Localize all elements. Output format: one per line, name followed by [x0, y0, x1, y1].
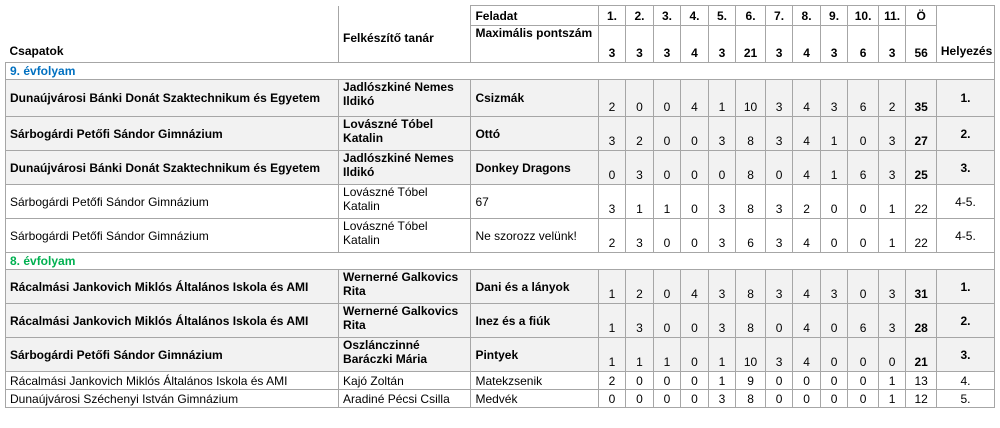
- total-score: 27: [906, 117, 937, 151]
- task-score: 0: [848, 219, 879, 253]
- teacher-name: Lovászné Tóbel Katalin: [339, 117, 471, 151]
- task-score: 4: [793, 219, 821, 253]
- task-score: 10: [736, 80, 766, 117]
- total-score: 35: [906, 80, 937, 117]
- task-score: 0: [653, 270, 681, 304]
- placement: 1.: [936, 270, 994, 304]
- max-points: 3: [653, 26, 681, 63]
- task-number: 7.: [765, 6, 793, 26]
- task-score: 0: [653, 219, 681, 253]
- school-name: Sárbogárdi Petőfi Sándor Gimnázium: [6, 185, 339, 219]
- task-score: 0: [820, 338, 848, 372]
- task-score: 9: [736, 372, 766, 390]
- total-score: 25: [906, 151, 937, 185]
- task-score: 0: [681, 185, 709, 219]
- task-score: 3: [765, 185, 793, 219]
- school-name: Sárbogárdi Petőfi Sándor Gimnázium: [6, 338, 339, 372]
- school-name: Dunaújvárosi Bánki Donát Szaktechnikum és Egyetem: [6, 151, 339, 185]
- task-score: 0: [820, 372, 848, 390]
- placement: 3.: [936, 338, 994, 372]
- table-row: [6, 270, 995, 304]
- school-name: Rácalmási Jankovich Miklós Általános Iskola és AMI: [6, 372, 339, 390]
- task-score: 3: [708, 219, 736, 253]
- task-score: 2: [598, 219, 626, 253]
- task-score: 1: [653, 338, 681, 372]
- school-name: Dunaújvárosi Bánki Donát Szaktechnikum és Egyetem: [6, 80, 339, 117]
- team-name: Dani és a lányok: [471, 270, 598, 304]
- task-score: 3: [708, 117, 736, 151]
- teacher-name: Jadlószkiné Nemes Ildikó: [339, 151, 471, 185]
- task-score: 2: [793, 185, 821, 219]
- task-number: 8.: [793, 6, 821, 26]
- teacher-name: Wernerné Galkovics Rita: [339, 270, 471, 304]
- task-score: 8: [736, 185, 766, 219]
- task-score: 1: [820, 151, 848, 185]
- task-score: 3: [765, 270, 793, 304]
- task-score: 3: [765, 219, 793, 253]
- task-score: 0: [653, 372, 681, 390]
- task-score: 1: [878, 390, 906, 408]
- task-score: 0: [681, 390, 709, 408]
- task-score: 2: [878, 80, 906, 117]
- task-score: 4: [793, 117, 821, 151]
- team-name: Donkey Dragons: [471, 151, 598, 185]
- task-score: 1: [708, 80, 736, 117]
- task-score: 0: [681, 219, 709, 253]
- section-filler: [936, 63, 994, 80]
- task-score: 6: [848, 151, 879, 185]
- team-name: Pintyek: [471, 338, 598, 372]
- table-row: [6, 151, 995, 185]
- school-name: Sárbogárdi Petőfi Sándor Gimnázium: [6, 117, 339, 151]
- task-score: 2: [598, 372, 626, 390]
- task-score: 1: [878, 372, 906, 390]
- school-name: Sárbogárdi Petőfi Sándor Gimnázium: [6, 219, 339, 253]
- task-score: 0: [820, 304, 848, 338]
- task-score: 0: [765, 372, 793, 390]
- task-score: 3: [878, 304, 906, 338]
- results-table: [5, 5, 995, 408]
- task-score: 0: [820, 219, 848, 253]
- task-score: 8: [736, 117, 766, 151]
- max-points: 3: [598, 26, 626, 63]
- task-score: 6: [848, 304, 879, 338]
- max-points: 4: [793, 26, 821, 63]
- team-name: Inez és a fiúk: [471, 304, 598, 338]
- task-score: 1: [708, 372, 736, 390]
- table-row: [6, 372, 995, 390]
- task-score: 4: [793, 270, 821, 304]
- task-score: 1: [598, 270, 626, 304]
- task-score: 0: [598, 390, 626, 408]
- task-score: 6: [848, 80, 879, 117]
- team-name: Ne szorozz velünk!: [471, 219, 598, 253]
- task-score: 3: [626, 151, 654, 185]
- task-score: 0: [681, 372, 709, 390]
- task-number: 1.: [598, 6, 626, 26]
- placement: 4.: [936, 372, 994, 390]
- task-score: 0: [793, 390, 821, 408]
- teacher-name: Oszlánczinné Baráczki Mária: [339, 338, 471, 372]
- max-points: 3: [626, 26, 654, 63]
- task-score: 0: [848, 185, 879, 219]
- task-score: 0: [820, 390, 848, 408]
- task-score: 4: [681, 80, 709, 117]
- task-score: 8: [736, 270, 766, 304]
- team-name: Matekzsenik: [471, 372, 598, 390]
- task-number: 4.: [681, 6, 709, 26]
- task-score: 0: [626, 80, 654, 117]
- placement: 5.: [936, 390, 994, 408]
- task-number: 6.: [736, 6, 766, 26]
- task-score: 0: [626, 390, 654, 408]
- max-points: 4: [681, 26, 709, 63]
- placement: 2.: [936, 304, 994, 338]
- task-score: 1: [878, 219, 906, 253]
- task-score: 3: [708, 390, 736, 408]
- task-score: 1: [653, 185, 681, 219]
- table-row: [6, 80, 995, 117]
- task-number: 11.: [878, 6, 906, 26]
- task-score: 3: [878, 270, 906, 304]
- task-score: 8: [736, 390, 766, 408]
- task-score: 1: [708, 338, 736, 372]
- teacher-name: Wernerné Galkovics Rita: [339, 304, 471, 338]
- task-score: 2: [598, 80, 626, 117]
- task-score: 0: [765, 390, 793, 408]
- table-row: [6, 117, 995, 151]
- table-row: [6, 338, 995, 372]
- team-name: 67: [471, 185, 598, 219]
- task-score: 0: [820, 185, 848, 219]
- task-score: 1: [820, 117, 848, 151]
- task-score: 0: [681, 151, 709, 185]
- total-score: 13: [906, 372, 937, 390]
- team-name: Medvék: [471, 390, 598, 408]
- max-points: 6: [848, 26, 879, 63]
- task-score: 3: [820, 80, 848, 117]
- task-score: 3: [626, 304, 654, 338]
- task-score: 2: [626, 270, 654, 304]
- max-points: 3: [820, 26, 848, 63]
- task-score: 3: [598, 185, 626, 219]
- teacher-name: Kajó Zoltán: [339, 372, 471, 390]
- task-score: 4: [793, 304, 821, 338]
- max-points: 3: [878, 26, 906, 63]
- task-number: 5.: [708, 6, 736, 26]
- table-row: [6, 304, 995, 338]
- task-score: 4: [681, 270, 709, 304]
- task-score: 0: [848, 270, 879, 304]
- teacher-header: Felkészítő tanár: [339, 6, 471, 63]
- total-score: 28: [906, 304, 937, 338]
- task-score: 10: [736, 338, 766, 372]
- task-score: 3: [878, 151, 906, 185]
- task-score: 6: [736, 219, 766, 253]
- task-number: 2.: [626, 6, 654, 26]
- task-score: 8: [736, 151, 766, 185]
- task-score: 0: [653, 151, 681, 185]
- task-score: 0: [653, 80, 681, 117]
- task-score: 1: [598, 338, 626, 372]
- teacher-name: Jadlószkiné Nemes Ildikó: [339, 80, 471, 117]
- total-score: 22: [906, 185, 937, 219]
- task-header: Feladat: [471, 6, 598, 26]
- task-score: 1: [626, 185, 654, 219]
- task-score: 0: [765, 151, 793, 185]
- task-score: 8: [736, 304, 766, 338]
- placement: 2.: [936, 117, 994, 151]
- task-score: 0: [848, 117, 879, 151]
- placement: 1.: [936, 80, 994, 117]
- placement: 4-5.: [936, 185, 994, 219]
- task-score: 4: [793, 80, 821, 117]
- task-score: 0: [793, 372, 821, 390]
- teacher-name: Aradiné Pécsi Csilla: [339, 390, 471, 408]
- task-score: 1: [598, 304, 626, 338]
- task-score: 0: [681, 338, 709, 372]
- task-score: 3: [765, 338, 793, 372]
- table-row: [6, 390, 995, 408]
- teacher-name: Lovászné Tóbel Katalin: [339, 185, 471, 219]
- task-score: 0: [653, 304, 681, 338]
- task-score: 0: [765, 304, 793, 338]
- task-score: 3: [598, 117, 626, 151]
- task-score: 1: [626, 338, 654, 372]
- max-points: 21: [736, 26, 766, 63]
- section-label: 8. évfolyam: [6, 253, 937, 270]
- task-number: 10.: [848, 6, 879, 26]
- total-score: 12: [906, 390, 937, 408]
- task-score: 3: [708, 185, 736, 219]
- section-filler: [936, 253, 994, 270]
- placement: 3.: [936, 151, 994, 185]
- task-score: 0: [848, 372, 879, 390]
- task-score: 3: [820, 270, 848, 304]
- task-score: 0: [598, 151, 626, 185]
- max-points: 3: [765, 26, 793, 63]
- team-name: Ottó: [471, 117, 598, 151]
- task-score: 2: [626, 117, 654, 151]
- task-score: 0: [878, 338, 906, 372]
- school-name: Rácalmási Jankovich Miklós Általános Iskola és AMI: [6, 304, 339, 338]
- table-row: [6, 185, 995, 219]
- task-score: 4: [793, 151, 821, 185]
- total-score: 22: [906, 219, 937, 253]
- school-name: Rácalmási Jankovich Miklós Általános Iskola és AMI: [6, 270, 339, 304]
- task-score: 0: [708, 151, 736, 185]
- task-score: 3: [626, 219, 654, 253]
- task-score: 0: [681, 117, 709, 151]
- table-row: [6, 219, 995, 253]
- task-number: 3.: [653, 6, 681, 26]
- task-score: 3: [765, 117, 793, 151]
- max-points-total: 56: [906, 26, 937, 63]
- max-points: 3: [708, 26, 736, 63]
- task-score: 3: [708, 270, 736, 304]
- task-score: 3: [708, 304, 736, 338]
- task-score: 0: [626, 372, 654, 390]
- task-score: 0: [848, 390, 879, 408]
- task-score: 3: [765, 80, 793, 117]
- task-score: 0: [848, 338, 879, 372]
- school-name: Dunaújvárosi Széchenyi István Gimnázium: [6, 390, 339, 408]
- task-score: 0: [653, 390, 681, 408]
- task-score: 3: [878, 117, 906, 151]
- total-score: 21: [906, 338, 937, 372]
- task-score: 4: [793, 338, 821, 372]
- teams-header: Csapatok: [6, 6, 339, 63]
- placement: 4-5.: [936, 219, 994, 253]
- task-score: 0: [681, 304, 709, 338]
- placement-header: Helyezés: [936, 6, 994, 63]
- total-header: Ö: [906, 6, 937, 26]
- max-points-header: Maximális pontszám: [471, 26, 598, 63]
- task-score: 0: [653, 117, 681, 151]
- task-score: 1: [878, 185, 906, 219]
- teacher-name: Lovászné Tóbel Katalin: [339, 219, 471, 253]
- section-label: 9. évfolyam: [6, 63, 937, 80]
- team-name: Csizmák: [471, 80, 598, 117]
- total-score: 31: [906, 270, 937, 304]
- task-number: 9.: [820, 6, 848, 26]
